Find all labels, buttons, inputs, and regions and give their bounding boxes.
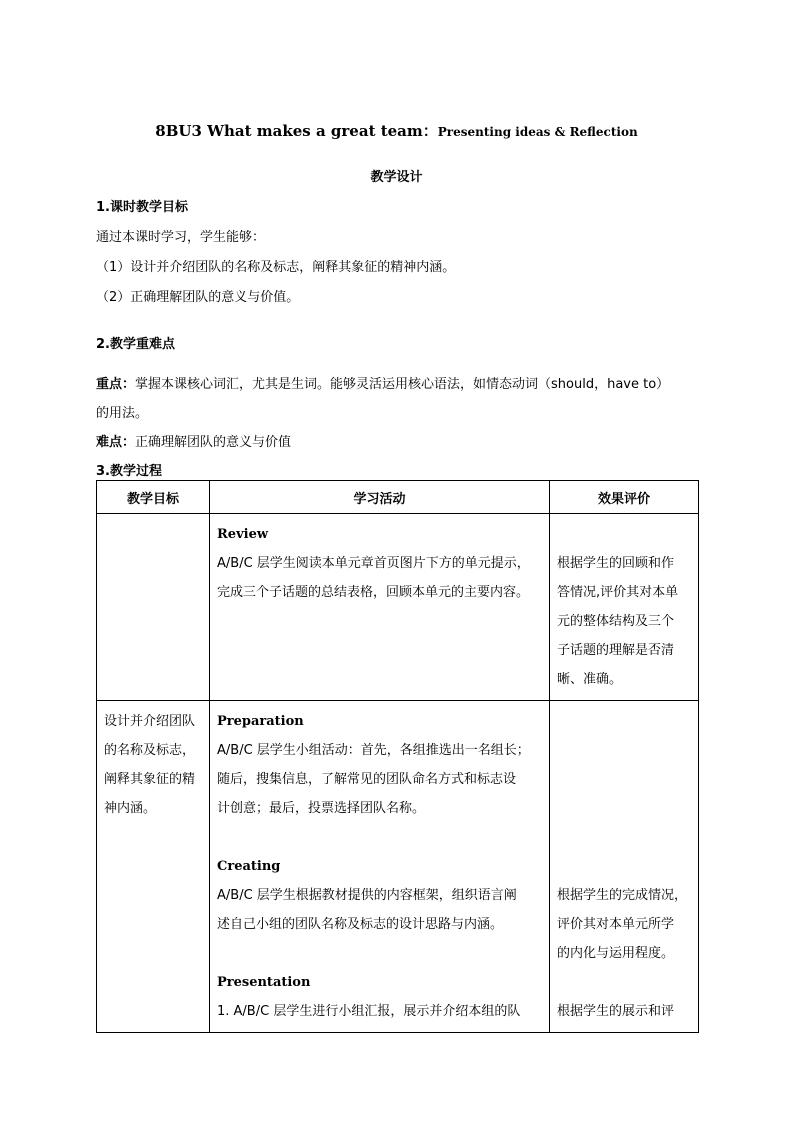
objective-item: （1）设计并介绍团队的名称及标志，阐释其象征的精神内涵。 (96, 260, 456, 275)
difficult-point-label: 难点： (96, 435, 136, 450)
key-point-text: 掌握本课核心词汇，尤其是生词。能够灵活运用核心语法，如情态动词（should，have to） (135, 377, 670, 392)
table-row (97, 701, 699, 1033)
table-row (97, 514, 699, 701)
evaluation-line: 根据学生的完成情况， (557, 888, 688, 903)
title-sub: Presenting ideas & Reflection (437, 125, 638, 139)
evaluation-line: 评价其对本单元所学 (557, 917, 675, 932)
difficult-point-text: 正确理解团队的意义与价值 (135, 435, 292, 450)
column-header-evaluation: 效果评价 (550, 481, 699, 514)
page-title (0, 120, 793, 141)
spacer (217, 939, 542, 968)
evaluation-line: 的内化与运用程度。 (557, 946, 675, 961)
spacer (557, 968, 691, 997)
stage-title-creating: Creating (217, 859, 281, 874)
evaluation-line: 元的整体结构及三个 (557, 614, 675, 629)
activity-line: 随后，搜集信息，了解常见的团队命名方式和标志设 (217, 772, 517, 787)
activity-line: A/B/C 层学生阅读本单元章首页图片下方的单元提示， (217, 556, 530, 571)
section-1-heading: 1.课时教学目标 (96, 200, 188, 215)
stage-title-presentation: Presentation (217, 975, 311, 990)
goal-cell (97, 514, 210, 701)
activity-line: A/B/C 层学生小组活动：首先，各组推选出一名组长； (217, 743, 530, 758)
goal-line: 阐释其象征的精 (104, 772, 196, 787)
stage-title-review: Review (217, 527, 269, 542)
objective-item: （2）正确理解团队的意义与价值。 (96, 290, 300, 305)
title-main: 8BU3 What makes a great team： (155, 122, 438, 140)
goal-line: 神内涵。 (104, 801, 157, 816)
key-point (96, 373, 669, 392)
evaluation-line: 根据学生的展示和评 (557, 1004, 675, 1019)
spacer (557, 707, 691, 881)
evaluation-cell (550, 514, 699, 701)
stage-title-preparation: Preparation (217, 714, 304, 729)
evaluation-line: 晰、准确。 (557, 672, 623, 687)
activity-cell (210, 514, 550, 701)
difficult-point (96, 431, 291, 450)
activity-line: 述自己小组的团队名称及标志的设计思路与内涵。 (217, 917, 504, 932)
activity-line: 完成三个子话题的总结表格，回顾本单元的主要内容。 (217, 585, 530, 600)
activity-line: A/B/C 层学生根据教材提供的内容框架，组织语言阐 (217, 888, 517, 903)
section-3-heading: 3.教学过程 (96, 464, 162, 479)
goal-line: 的名称及标志， (104, 743, 196, 758)
activity-cell (210, 701, 550, 1033)
evaluation-cell (550, 701, 699, 1033)
evaluation-line: 根据学生的回顾和作 (557, 556, 675, 571)
teaching-process-table (96, 480, 699, 1033)
key-point-continued: 的用法。 (96, 406, 149, 421)
table-header-row (97, 481, 699, 514)
activity-line: 1. A/B/C 层学生进行小组汇报，展示并介绍本组的队 (217, 1004, 521, 1019)
key-point-label: 重点： (96, 377, 136, 392)
spacer (217, 823, 542, 852)
page-subtitle: 教学设计 (370, 170, 423, 185)
column-header-goal: 教学目标 (97, 481, 210, 514)
section-1-intro: 通过本课时学习，学生能够： (96, 230, 266, 245)
activity-line: 计创意；最后，投票选择团队名称。 (217, 801, 426, 816)
evaluation-line: 子话题的理解是否清 (557, 643, 675, 658)
section-2-heading: 2.教学重难点 (96, 337, 175, 352)
goal-line: 设计并介绍团队 (104, 714, 196, 729)
goal-cell (97, 701, 210, 1033)
column-header-activity: 学习活动 (210, 481, 550, 514)
evaluation-line: 答情况,评价其对本单 (557, 585, 679, 600)
